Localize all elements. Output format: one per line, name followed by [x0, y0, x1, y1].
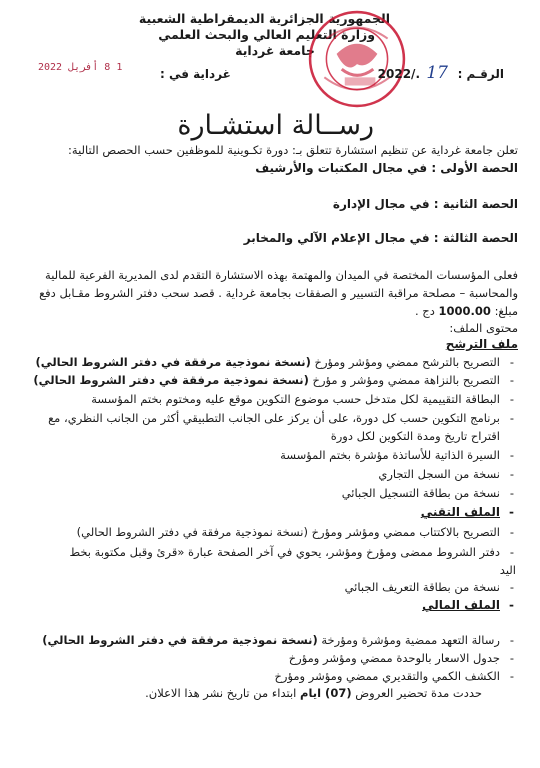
candidacy-item-3: البطاقة التقييمية لكل متدخل حسب موضوع التكوين موقع عليه ومختوم بختم المؤسسة: [91, 392, 500, 406]
lot-3: الحصة الثالثة : في مجال الإعلام الآلي والمخابر: [243, 231, 518, 245]
candidacy-item-1: التصريح بالترشح ممضي ومؤشر ومؤرخ (نسخة نموذجية مرفقة في دفتر الشروط الحالي): [35, 355, 500, 369]
lot-1: الحصة الأولى : في مجال المكتبات والأرشيف: [255, 161, 518, 175]
financial-item-3: الكشف الكمي والتقديري ممضي ومؤشر ومؤرخ: [274, 669, 500, 683]
reference-year: 2022/.: [377, 67, 420, 81]
financial-item-1: رسالة التعهد ممضية ومؤشرة ومؤرخة (نسخة نموذجية مرفقة في دفتر الشروط الحالي): [42, 633, 500, 647]
candidacy-item-7: نسخة من بطاقة التسجيل الجبائي: [341, 486, 500, 500]
reference-label: الرقـم :: [457, 67, 504, 81]
university-heading: جامعة غرداية: [235, 43, 315, 58]
body-line-2: والمحاسبة – مصلحة مراقبة التسيير و الصفقات بجامعة غرداية . قصد سحب دفتر الشروط مقـابل دفع: [39, 286, 518, 300]
technical-item-1: التصريح بالاكتتاب ممضي ومؤشر ومؤرخ (نسخة نموذجية مرفقة في دفتر الشروط الحالي): [76, 525, 500, 539]
body-line-1: فعلى المؤسسات المختصة في الميدان والمهتمة بهذه الاستشارة التقدم لدى المديرية الفرعية للمالية: [45, 268, 518, 282]
technical-item-2: دفتر الشروط ممضى ومؤرخ ومؤشر، يحوي في آخر الصفحة عبارة «قرئ وقبل مكتوبة بخط: [69, 545, 500, 559]
date-stamp: 1 8 أفريل 2022: [38, 62, 123, 73]
deadline-text: حددت مدة تحضير العروض (07) ايام ابتداء من تاريخ نشر هذا الاعلان.: [145, 686, 482, 700]
candidacy-item-6: نسخة من السجل التجاري: [378, 467, 500, 481]
place-date-label: غرداية في :: [160, 67, 231, 81]
amount-prefix: مبلغ:: [494, 304, 518, 318]
candidacy-item-4: برنامج التكوين حسب كل دورة، على أن يركز على الجانب التطبيقي أكثر من الجانب النظري، مع: [48, 411, 500, 425]
republic-heading: الجمهورية الجزائرية الديمقراطية الشعبية: [138, 11, 390, 26]
technical-item-3: نسخة من بطاقة التعريف الجبائي: [344, 580, 500, 594]
candidacy-item-5: السيرة الذاتية للأساتذة مؤشرة بختم المؤسسة: [280, 448, 500, 462]
intro-text: تعلن جامعة غرداية عن تنظيم استشارة تتعلق بـ: دورة تكـوينية للموظفين حسب الحصص التالية:: [68, 143, 518, 157]
lot-2: الحصة الثانية : في مجال الإدارة: [332, 197, 518, 211]
ministry-heading: وزارة التعليم العالي والبحث العلمي: [158, 27, 375, 42]
document-title: رســالة استشـارة: [177, 110, 374, 141]
financial-heading: الملف المالي: [422, 598, 500, 612]
technical-item-2-cont: اليد: [499, 563, 516, 577]
reference-handwritten-number: 17: [426, 63, 448, 83]
contents-label: محتوى الملف:: [449, 321, 518, 335]
body-line-3: [415, 304, 518, 319]
candidacy-item-4-cont: اقتراح تاريخ ومدة التكوين لكل دورة: [330, 429, 500, 443]
technical-heading: الملف التقني: [420, 505, 500, 519]
candidacy-heading: ملف الترشح: [445, 337, 518, 351]
official-stamp: [306, 8, 408, 110]
financial-item-2: جدول الاسعار بالوحدة ممضي ومؤشر ومؤرخ: [288, 651, 500, 665]
amount-value: 1000.00: [438, 304, 491, 318]
amount-suffix: دج .: [415, 304, 435, 318]
candidacy-item-2: التصريح بالنزاهة ممضي ومؤشر و مؤرخ (نسخة نموذجية مرفقة في دفتر الشروط الحالي): [33, 373, 500, 387]
